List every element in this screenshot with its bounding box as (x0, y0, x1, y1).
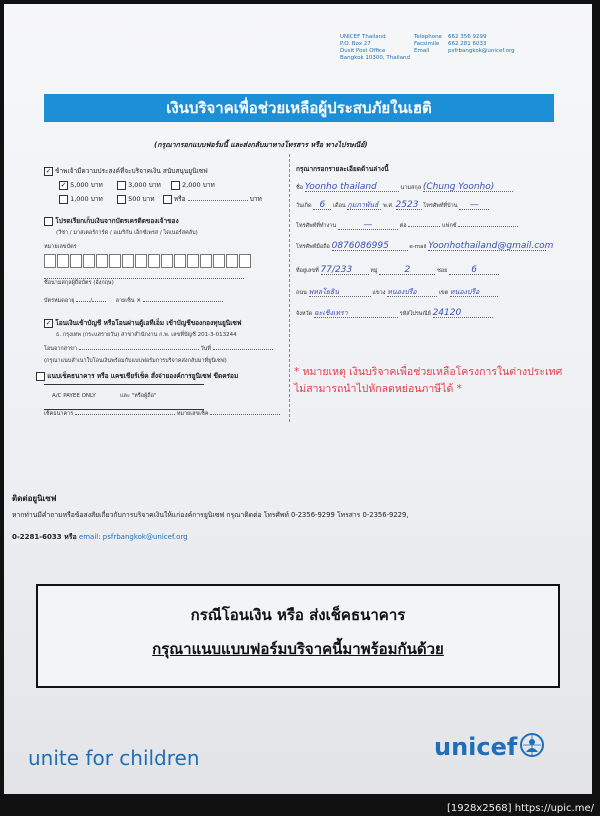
expiry-row: บัตรหมดอายุ / ลายเซ็น ✕ (44, 298, 223, 305)
form-title: เงินบริจาคเพื่อช่วยเหลือผู้ประสบภัยในเฮติ (166, 99, 432, 117)
expiry-label: บัตรหมดอายุ (44, 298, 75, 304)
donate-checkbox[interactable]: ✓ (45, 166, 52, 175)
address-no-label: ที่อยู่เลขที่ (296, 268, 319, 274)
expiry-year-field[interactable] (92, 301, 106, 302)
road-row (296, 289, 498, 297)
area-label: เขต (438, 290, 449, 296)
province-label: จังหวัด (296, 311, 313, 317)
cheque-checkbox[interactable] (36, 372, 45, 381)
name-label: ชื่อ (296, 185, 304, 191)
contact-heading: ติดต่อยูนิเซฟ (12, 494, 57, 503)
reminder-line: กรณีโอนเงิน หรือ ส่งเช็คธนาคาร (190, 606, 406, 624)
contact-value: 662 281 6033 (448, 41, 487, 47)
cheque-bank-label: เช็คธนาคาร (44, 411, 74, 417)
birth-day-field[interactable]: 6 (313, 202, 331, 210)
cheque-details-row (44, 411, 280, 418)
tax-remark: * หมายเหตุ เงินบริจาคเพื่อช่วยเหลือโครงการในต่างประเทศไม่สามารถนำไปหักลดหย่อนภาษีได้ * (294, 366, 563, 395)
amount-row-1 (59, 180, 215, 190)
transfer-from-row (44, 346, 273, 353)
form-title-banner (44, 94, 554, 122)
postcode-label: รหัสไปรษณีย์ (399, 311, 431, 317)
transfer-branch-field[interactable] (79, 349, 199, 350)
reminder-box (36, 584, 560, 688)
mobile-row (296, 241, 554, 251)
province-row (296, 310, 493, 318)
transfer-option[interactable] (44, 318, 241, 328)
contact-email[interactable]: email: psfrbangkok@unicef.org (78, 533, 188, 541)
address-line: UNICEF Thailand (340, 34, 386, 40)
donation-form-page (4, 4, 592, 794)
credit-types: (วีซ่า / มาสเตอร์การ์ด / อเมริกัน เอ็กซ์เพรส / ไดเนอร์สคลับ) (56, 230, 198, 236)
birth-month-label: เดือน (333, 203, 346, 209)
bank-account-info: ธ. กรุงเทพ (กระแสรายวัน) สาขาสำนักงาน ก.พ. เลขที่บัญชี 201-3-013244 (56, 332, 237, 338)
credit-label: โปรดเรียกเก็บเงินจากบัตรเครดิตของเจ้าของ (55, 217, 179, 225)
address-row (296, 267, 499, 275)
ext-field[interactable] (408, 226, 440, 227)
contact-labels (414, 34, 442, 55)
globe-icon (519, 732, 545, 762)
birth-year-label: พ.ศ. (383, 203, 394, 209)
amount-500-checkbox[interactable] (117, 195, 126, 204)
card-number-label: หมายเลขบัตร (44, 244, 77, 250)
work-phone-field[interactable]: — (338, 222, 398, 230)
amount-label: 2,000 บาท (182, 181, 215, 189)
email-field[interactable]: Yoonhothailand@gmail.com (428, 241, 554, 251)
cardholder-field[interactable] (44, 270, 244, 279)
details-heading: กรุณากรอกรายละเอียดด้านล่างนี้ (296, 165, 389, 173)
postcode-field[interactable]: 24120 (433, 310, 493, 318)
name-row (296, 184, 513, 192)
donate-option[interactable] (44, 166, 208, 176)
expiry-month-field[interactable] (76, 301, 90, 302)
reminder-line-underlined: กรุณาแนบแบบฟอร์มบริจาคนี้มาพร้อมกันด้วย (152, 640, 444, 658)
road-field[interactable]: พหลโยธิน (309, 289, 371, 297)
cheque-crossing-text: A/C PAYEE ONLY (52, 393, 96, 399)
fax-field[interactable] (458, 226, 518, 227)
amount-label: 1,000 บาท (70, 195, 103, 203)
amount-3000-checkbox[interactable] (117, 181, 126, 190)
credit-checkbox[interactable] (44, 217, 53, 226)
cheque-option[interactable] (36, 371, 238, 381)
name-field[interactable]: Yoonho thailand (305, 184, 399, 192)
transfer-date-field[interactable] (213, 349, 273, 350)
home-phone-field[interactable]: — (459, 202, 489, 210)
province-field[interactable]: ฉะเชิงเทรา (314, 310, 398, 318)
amount-label: 500 บาท (128, 195, 155, 203)
credit-option[interactable] (44, 216, 179, 226)
tagline: unite for children (28, 746, 200, 770)
amount-2000-checkbox[interactable] (171, 181, 180, 190)
cardholder-label: ชื่อนามสกุลผู้ถือบัตร (อังกฤษ) (44, 280, 114, 286)
birth-label: วันเกิด (296, 203, 312, 209)
district-label: แขวง (372, 290, 386, 296)
donate-label: ข้าพเจ้ามีความประสงค์ที่จะบริจาคเงิน สนับสนุนยูนิเซฟ (55, 167, 208, 175)
amount-5000-checkbox[interactable]: ✓ (60, 180, 67, 189)
mobile-field[interactable]: 0876086995 (332, 243, 408, 251)
contact-fax: 0-2281-6033 หรือ (12, 533, 77, 541)
home-phone-label: โทรศัพท์ที่บ้าน (423, 203, 458, 209)
column-divider (289, 154, 290, 422)
address-line: Dusit Post Office (340, 48, 386, 54)
contact-label: Email (414, 48, 430, 54)
signature-field[interactable] (143, 301, 223, 302)
transfer-checkbox[interactable]: ✓ (45, 318, 52, 327)
amount-unit: บาท (249, 195, 262, 203)
contact-line-2 (12, 532, 188, 543)
signature-label: ลายเซ็น ✕ (115, 298, 141, 304)
transfer-from-label: โอนจากสาขา (44, 346, 77, 352)
area-field[interactable]: หนองปรือ (450, 289, 498, 297)
contact-values (448, 34, 515, 55)
work-phone-label: โทรศัพท์ที่ทำงาน (296, 223, 337, 229)
contact-label: Facsimile (414, 41, 440, 47)
contact-value: 662 356 9299 (448, 34, 487, 40)
amount-row-2 (59, 194, 262, 204)
transfer-label: โอนเงินเข้าบัญชี หรือโอนผ่านตู้เอทีเอ็ม เข้าบัญชีของกองทุนยูนิเซฟ (55, 319, 242, 327)
unicef-wordmark: unicef (434, 733, 518, 761)
amount-label: 3,000 บาท (128, 181, 161, 189)
soi-field[interactable]: 6 (449, 267, 499, 275)
cheque-label: แนบเช็คธนาคาร หรือ แคชเชียร์เช็ค สั่งจ่ายองค์การยูนิเซฟ ขีดคร่อม (47, 372, 239, 380)
form-instruction: (กรุณากรอกแบบฟอร์มนี้ และส่งกลับมาทางโทรสาร หรือ ทางไปรษณีย์) (154, 141, 368, 149)
cheque-number-label: หมายเลขเช็ค (176, 411, 209, 417)
amount-other-label: หรือ (173, 195, 186, 203)
unicef-logo (434, 732, 545, 762)
cheque-bank-field[interactable] (75, 414, 175, 415)
email-label: e-mail (409, 244, 427, 250)
soi-label: ซอย (437, 268, 448, 274)
road-label: ถนน (296, 290, 307, 296)
ext-label: ต่อ (399, 223, 407, 229)
surname-field[interactable]: (Chung Yoonho) (423, 184, 513, 192)
amount-1000-checkbox[interactable] (59, 195, 68, 204)
birth-year-field[interactable]: 2523 (396, 202, 422, 210)
birthdate-row (296, 202, 489, 210)
contact-value: psfrbangkok@unicef.org (448, 48, 515, 54)
transfer-date-label: วันที่ (200, 346, 211, 352)
mobile-label: โทรศัพท์มือถือ (296, 244, 330, 250)
cheque-number-field[interactable] (210, 414, 280, 415)
moo-field[interactable]: 2 (379, 267, 435, 275)
card-number-field[interactable] (44, 254, 252, 268)
address-line: Bangkok 10300, Thailand (340, 55, 411, 61)
amount-label: 5,000 บาท (70, 181, 103, 189)
amount-other-field[interactable] (188, 200, 248, 201)
birth-month-field[interactable]: กุมภาพันธ์ (347, 202, 381, 210)
district-field[interactable]: หนองปรือ (387, 289, 437, 297)
transfer-note: (กรุณาแนบสำเนาใบโอนเงินพร้อมกับแบบฟอร์มการบริจาคส่งกลับมาที่ยูนิเซฟ) (44, 358, 227, 364)
amount-other-checkbox[interactable] (163, 195, 172, 204)
moo-label: หมู่ (370, 268, 378, 274)
address-line: P.O. Box 27 (340, 41, 371, 47)
cheque-crossing-text: และ "หรือผู้ถือ" (120, 393, 157, 399)
contact-line: หากท่านมีคำถามหรือข้อสงสัยเกี่ยวกับการบริจาคเงินให้แก่องค์การยูนิเซฟ กรุณาติดต่อ โทรศัพท์ 0-2356-9299 โทรสาร 0-2356-9229, (12, 511, 409, 519)
address-block (340, 34, 410, 62)
fax-label: แฟกซ์ (442, 223, 457, 229)
work-phone-row (296, 222, 518, 230)
image-watermark: [1928x2568] https://upic.me/ (446, 803, 594, 814)
address-no-field[interactable]: 77/233 (321, 267, 369, 275)
surname-label: นามสกุล (400, 185, 422, 191)
contact-label: Telephone (414, 34, 442, 40)
cheque-crossing-box (44, 384, 204, 410)
